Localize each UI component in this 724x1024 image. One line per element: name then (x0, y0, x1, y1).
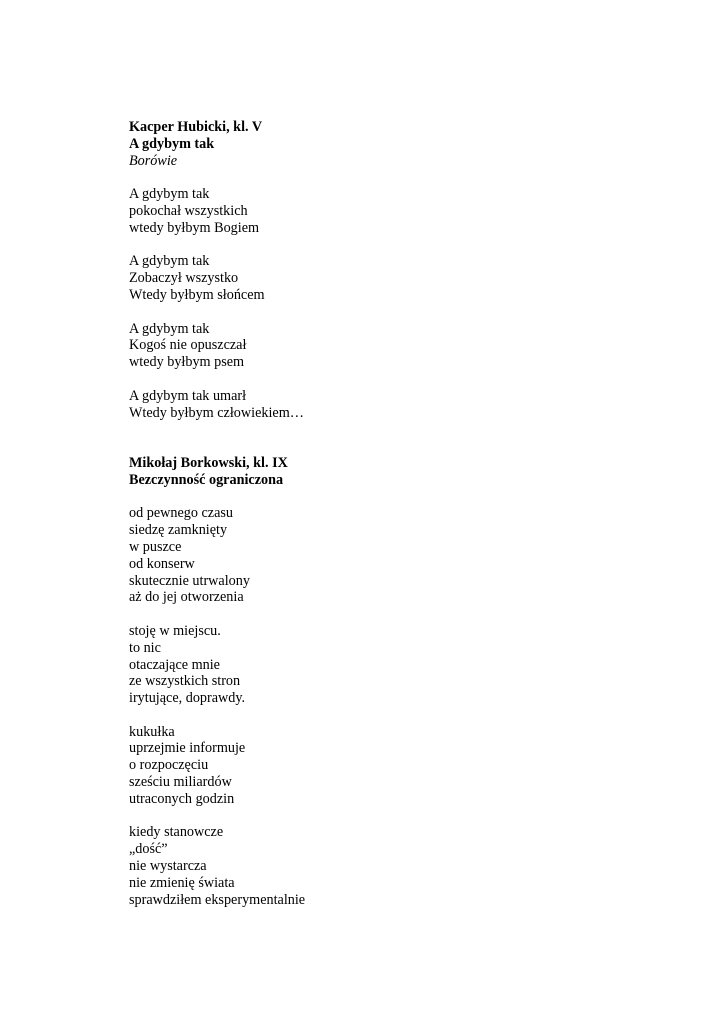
document-page (129, 119, 689, 908)
verse-line: Wtedy byłbym człowiekiem… (129, 404, 304, 421)
verse-line: nie zmienię świata (129, 874, 235, 891)
verse-line: siedzę zamknięty (129, 522, 228, 539)
verse-line: sześciu miliardów (129, 774, 232, 791)
verse-line: o rozpoczęciu (129, 757, 209, 774)
poem-place: Borówie (129, 152, 178, 169)
poem-2 (129, 455, 689, 909)
stanza (129, 253, 689, 303)
stanza (129, 724, 689, 808)
verse-line: kukułka (129, 723, 175, 740)
verse-line: ze wszystkich stron (129, 673, 241, 690)
verse-line: uprzejmie informuje (129, 740, 246, 757)
verse-line: utraconych godzin (129, 790, 235, 807)
stanza (129, 186, 689, 236)
poem-title: Bezczynność ograniczona (129, 471, 284, 488)
verse-line: A gdybym tak (129, 253, 210, 270)
verse-line: irytujące, doprawdy. (129, 690, 246, 707)
poem-1 (129, 119, 689, 421)
stanza (129, 505, 689, 606)
verse-line: nie wystarcza (129, 858, 207, 875)
verse-line: A gdybym tak (129, 186, 210, 203)
verse-line: Zobaczył wszystko (129, 270, 239, 287)
verse-line: otaczające mnie (129, 656, 220, 673)
verse-line: stoję w miejscu. (129, 622, 221, 639)
verse-line: kiedy stanowcze (129, 824, 224, 841)
verse-line: od konserw (129, 555, 195, 572)
stanza (129, 623, 689, 707)
verse-line: A gdybym tak umarł (129, 387, 247, 404)
poem-author: Kacper Hubicki, kl. V (129, 119, 263, 135)
verse-line: wtedy byłbym psem (129, 354, 245, 371)
poem-title: A gdybym tak (129, 135, 215, 152)
stanza (129, 824, 689, 908)
verse-line: w puszce (129, 538, 182, 555)
verse-line: wtedy byłbym Bogiem (129, 219, 260, 236)
verse-line: skutecznie utrwalony (129, 572, 250, 589)
verse-line: A gdybym tak (129, 320, 210, 337)
verse-line: sprawdziłem eksperymentalnie (129, 891, 306, 908)
verse-line: aż do jej otworzenia (129, 589, 244, 606)
stanza (129, 388, 689, 422)
verse-line: pokochał wszystkich (129, 202, 248, 219)
poem-author: Mikołaj Borkowski, kl. IX (129, 454, 288, 471)
verse-line: Wtedy byłbym słońcem (129, 286, 265, 303)
verse-line: to nic (129, 639, 161, 656)
stanza (129, 321, 689, 371)
verse-line: „dość” (129, 841, 168, 858)
verse-line: od pewnego czasu (129, 505, 234, 522)
verse-line: Kogoś nie opuszczał (129, 337, 247, 354)
